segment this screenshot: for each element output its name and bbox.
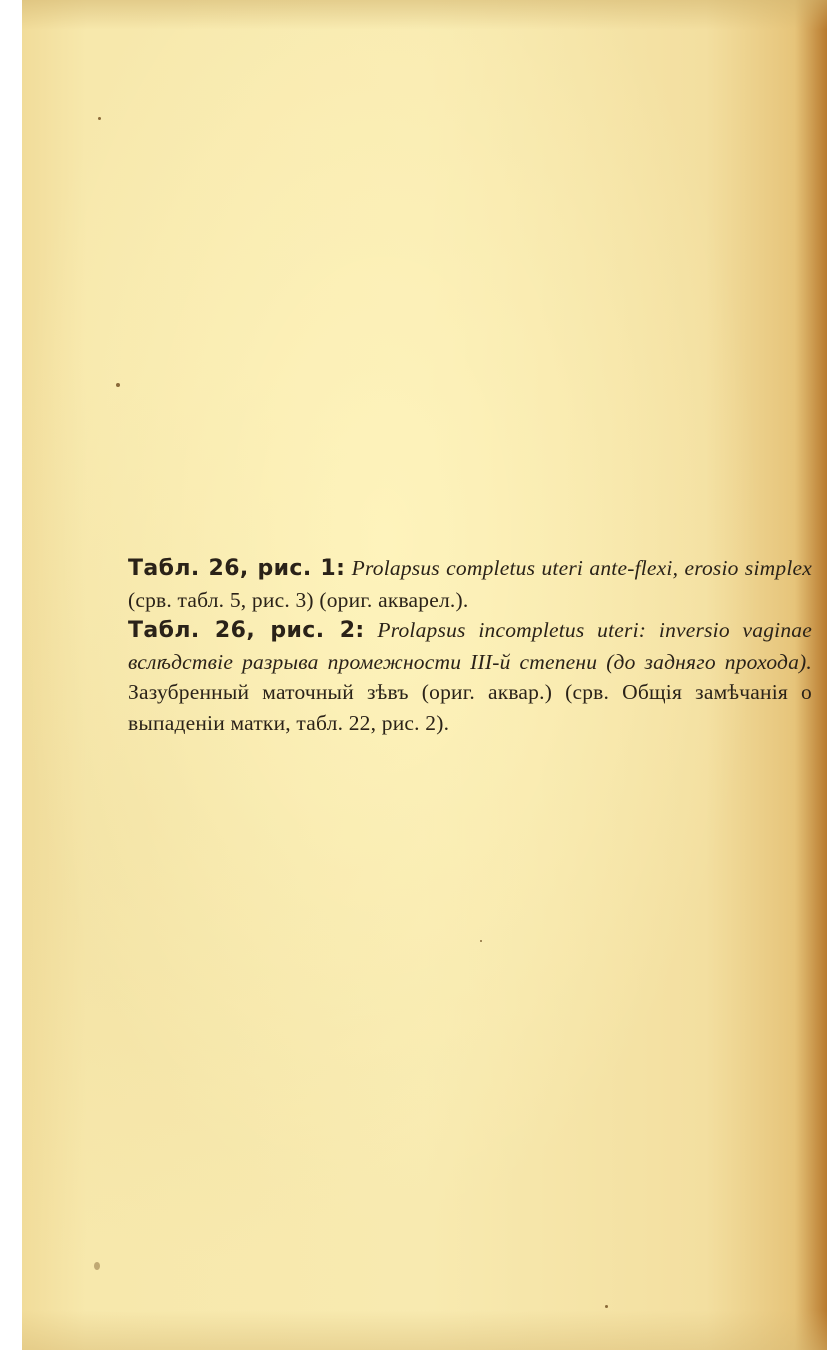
caption-2-text: Зазубренный маточный зѣвъ (ориг. аквар.) (срв. Общія замѣчанія о выпаденіи матки, табл. 22, рис. 2). <box>128 680 812 735</box>
caption-1-text: (срв. табл. 5, рис. 3) (ориг. акварел.). <box>128 587 469 612</box>
paper-speck <box>605 1305 608 1308</box>
caption-2-latin: Prolapsus incompletus uteri: <box>377 618 647 642</box>
paper-speck <box>116 383 120 387</box>
caption-1-latin: Prolapsus completus uteri ante-flexi, erosio simplex <box>351 556 813 580</box>
caption-paragraph-2 <box>104 615 812 738</box>
caption-paragraph-1 <box>104 553 812 615</box>
figure-captions <box>104 553 812 738</box>
paper-speck <box>98 117 101 120</box>
caption-1-label: Табл. 26, рис. 1: <box>128 556 346 581</box>
paper-speck <box>94 1262 100 1270</box>
caption-2-italic-text: inversio vaginae вслѣдствіе разрыва промежности III-й степени (до задняго прохода). <box>128 618 812 674</box>
paper-speck <box>480 940 482 942</box>
page <box>22 0 827 1350</box>
caption-2-label: Табл. 26, рис. 2: <box>128 618 365 643</box>
